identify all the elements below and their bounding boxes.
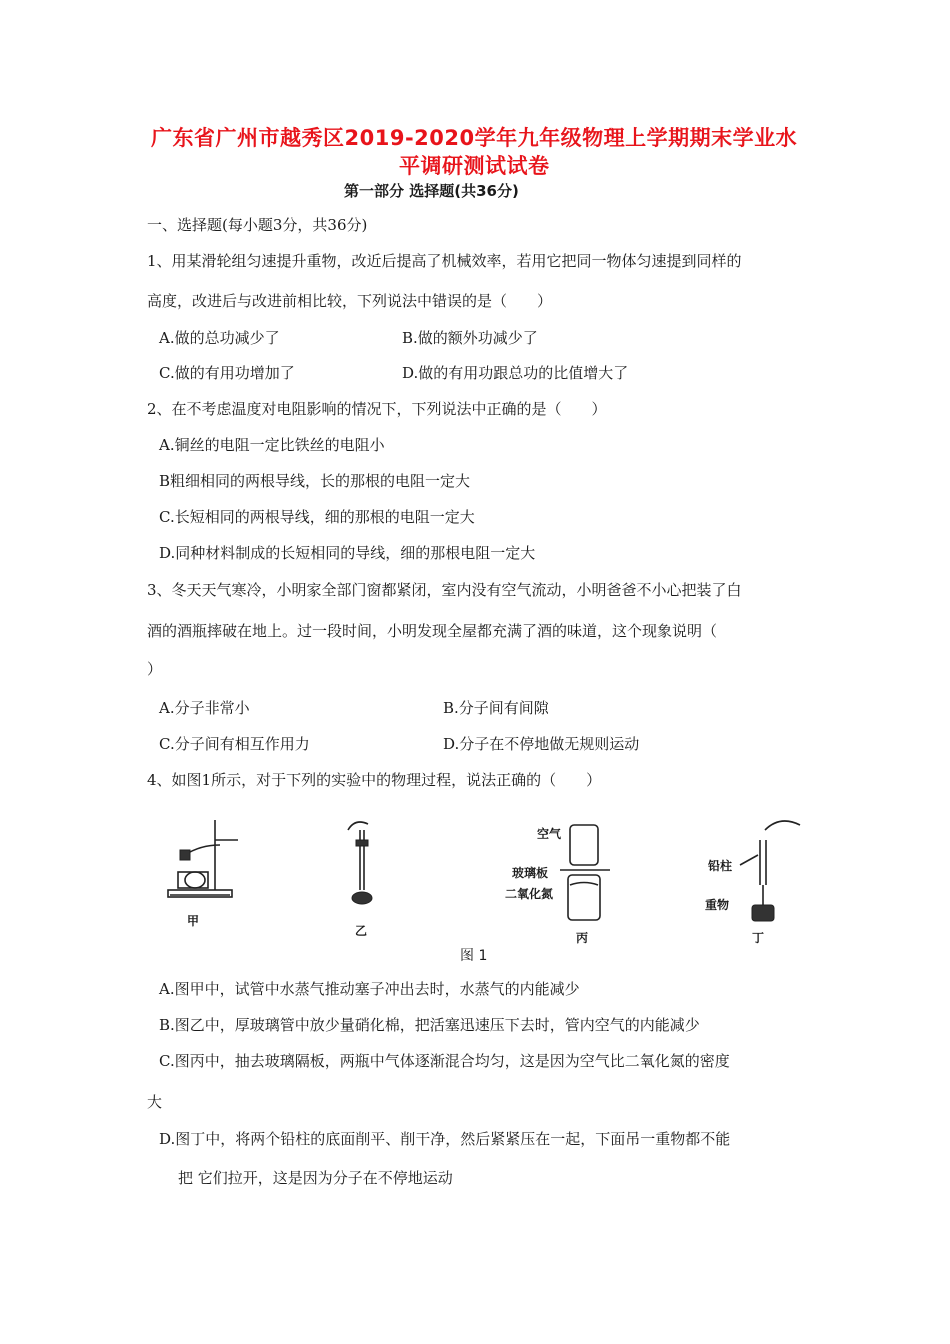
figure-caption: 图 1 [460,948,488,964]
figure-label-yi: 乙 [355,924,368,938]
q3-stem-line2: 酒的酒瓶摔破在地上。过一段时间，小明发现全屋都充满了酒的味道，这个现象说明（ [147,622,718,640]
q4-option-b: B.图乙中，厚玻璃管中放少量硝化棉，把活塞迅速压下去时，管内空气的内能减少 [159,1016,700,1034]
q1-option-a: A.做的总功减少了 [159,329,280,347]
part-heading: 第一部分 选择题(共36分) [344,182,519,200]
q3-option-b: B.分子间有间隙 [443,699,549,717]
section-heading: 一、选择题(每小题3分，共36分) [147,216,368,234]
q1-stem-line2: 高度，改进后与改进前相比较，下列说法中错误的是（ ） [147,292,553,310]
q4-option-c-line1: C.图丙中，抽去玻璃隔板，两瓶中气体逐渐混合均匀，这是因为空气比二氧化氮的密度 [159,1052,730,1070]
q2-option-d: D.同种材料制成的长短相同的导线，细的那根电阻一定大 [159,544,536,562]
figure-label-ding: 丁 [752,931,765,945]
q2-option-a: A.铜丝的电阻一定比铁丝的电阻小 [159,436,385,454]
q1-option-b: B.做的额外功减少了 [402,329,538,347]
figure-label-no2: 二氧化氮 [505,887,554,901]
document-title-line1: 广东省广州市越秀区2019-2020学年九年级物理上学期期末学业水 [151,126,798,150]
q4-option-d-line2: 把 它们拉开，这是因为分子在不停地运动 [178,1169,453,1187]
figure-label-jia: 甲 [187,914,200,928]
q2-stem: 2、在不考虑温度对电阻影响的情况下，下列说法中正确的是（ ） [147,400,607,418]
figure-ding-apparatus [740,821,800,921]
figure-bing-apparatus [560,825,610,920]
q2-option-c: C.长短相同的两根导线，细的那根的电阻一定大 [159,508,475,526]
q3-stem-line1: 3、冬天天气寒冷，小明家全部门窗都紧闭，室内没有空气流动，小明爸爸不小心把装了白 [147,581,742,599]
figure-label-air: 空气 [537,827,562,841]
q4-option-d-line1: D.图丁中，将两个铅柱的底面削平、削干净，然后紧紧压在一起，下面吊一重物都不能 [159,1130,731,1148]
q3-option-c: C.分子间有相互作用力 [159,735,310,753]
q4-option-a: A.图甲中，试管中水蒸气推动塞子冲出去时，水蒸气的内能减少 [159,980,580,998]
q1-option-c: C.做的有用功增加了 [159,364,295,382]
document-title-line2: 平调研测试试卷 [399,154,550,178]
q4-stem: 4、如图1所示，对于下列的实验中的物理过程，说法正确的（ ） [147,771,602,789]
figure-label-lead: 铅柱 [708,859,733,873]
q1-option-d: D.做的有用功跟总功的比值增大了 [402,364,629,382]
q4-option-c-line2: 大 [147,1093,163,1111]
q3-option-a: A.分子非常小 [159,699,250,717]
q3-stem-line3: ） [147,660,163,678]
q3-option-d: D.分子在不停地做无规则运动 [443,735,640,753]
figure-label-glass: 玻璃板 [512,866,549,880]
figure-jia-apparatus [168,820,238,897]
figure-label-bing: 丙 [576,931,589,945]
q2-option-b: B粗细相同的两根导线，长的那根的电阻一定大 [159,472,471,490]
q1-stem-line1: 1、用某滑轮组匀速提升重物，改近后提高了机械效率，若用它把同一物体匀速提到同样的 [147,252,742,270]
figure-yi-apparatus [348,822,372,904]
figure-label-weight: 重物 [705,898,730,912]
figure-1 [160,810,810,960]
